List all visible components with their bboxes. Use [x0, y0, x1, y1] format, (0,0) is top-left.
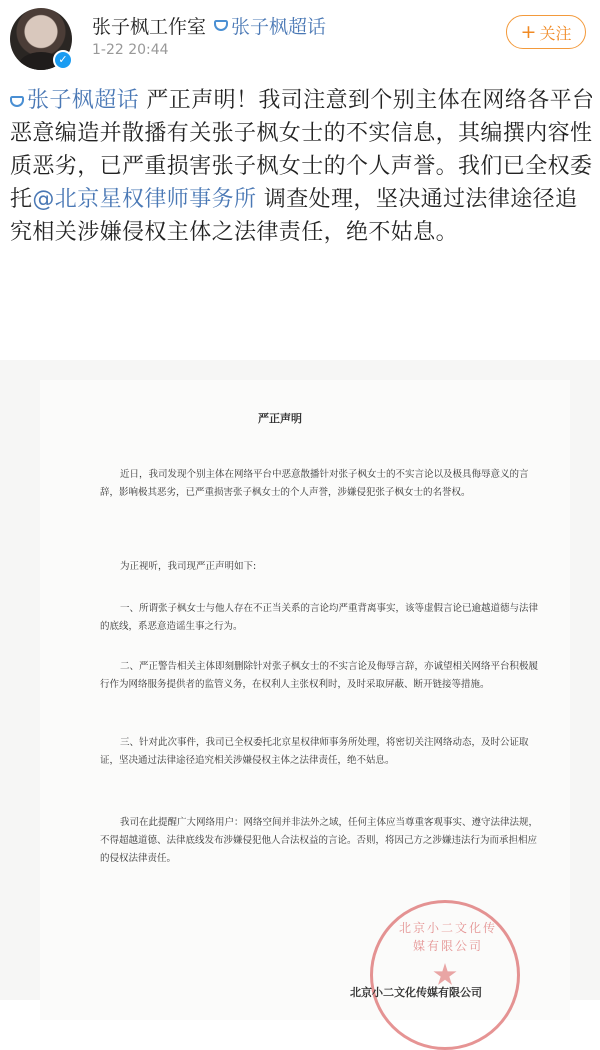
attached-image[interactable]: [0, 360, 600, 1000]
content-topic-link[interactable]: 张子枫超话: [27, 88, 140, 113]
plus-icon: +: [520, 20, 537, 43]
seal-text: 北京小二文化传媒有限公司: [398, 921, 497, 953]
follow-label: 关注: [539, 23, 572, 43]
post-time: 1-22 20:44: [92, 42, 169, 58]
statement-document: [40, 380, 570, 1020]
post-content: [10, 84, 595, 249]
document-signature: 北京小二文化传媒有限公司: [350, 986, 482, 999]
author-name[interactable]: 张子枫工作室: [92, 16, 207, 38]
follow-button[interactable]: [506, 15, 586, 49]
diamond-topic-icon: [10, 96, 24, 107]
document-paragraph: 一、所谓张子枫女士与他人存在不正当关系的言论均严重背离事实，该等虚假言论已逾越道德与法律的底线，系恶意造谣生事之行为。: [100, 603, 539, 632]
document-title: 严正声明: [258, 412, 302, 425]
topic-link[interactable]: 张子枫超话: [231, 16, 327, 38]
company-seal: [370, 900, 520, 1050]
content-text-1: 严正声明！我司注意到个别主体在网络各平台恶意编造并散播有关张子枫女士的不实信息，其编撰内容性质恶劣，已严重损害张子枫女士的个人声誉。我们已全权委托: [10, 88, 595, 212]
mention-link[interactable]: @北京星权律师事务所: [32, 187, 257, 212]
post-header: [0, 0, 600, 72]
verified-badge-icon: ✓: [53, 50, 73, 70]
document-paragraph: 我司在此提醒广大网络用户：网络空间并非法外之域，任何主体应当尊重客观事实、遵守法律法规，不得超越道德、法律底线发布涉嫌侵犯他人合法权益的言论。否则，将因己方之涉嫌违法行为而承担相应的侵权法律责任。: [100, 817, 539, 864]
document-paragraph: 二、严正警告相关主体即刻删除针对张子枫女士的不实言论及侮辱言辞，亦诚望相关网络平台积极履行作为网络服务提供者的监管义务，在权利人主张权利时，及时采取屏蔽、断开链接等措施。: [100, 661, 539, 690]
document-paragraph: 为正视听，我司现严正声明如下:: [120, 561, 257, 572]
content-text-2: 调查处理，坚决通过法律途径追究相关涉嫌侵权主体之法律责任，绝不姑息。: [10, 187, 578, 245]
document-paragraph: 近日，我司发现个别主体在网络平台中恶意散播针对张子枫女士的不实言论以及极具侮辱意义的言辞，影响极其恶劣，已严重损害张子枫女士的个人声誉，涉嫌侵犯张子枫女士的名誉权。: [100, 469, 529, 498]
document-paragraph: 三、针对此次事件，我司已全权委托北京星权律师事务所处理，将密切关注网络动态，及时公证取证，坚决通过法律途径追究相关涉嫌侵权主体之法律责任，绝不姑息。: [100, 737, 529, 766]
author-row: [92, 12, 326, 39]
diamond-topic-icon: [214, 20, 228, 31]
